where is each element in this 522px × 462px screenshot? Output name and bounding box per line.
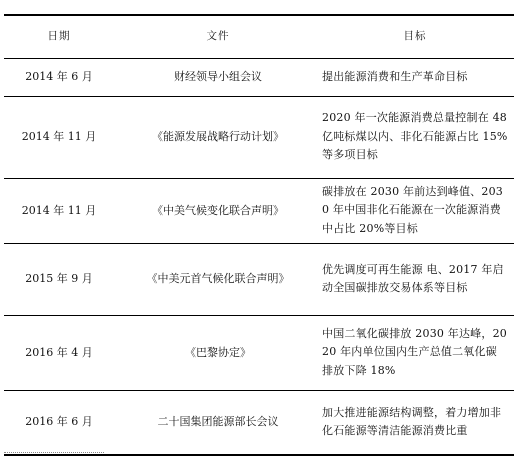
row-document: 财经领导小组会议	[174, 70, 262, 83]
row-date: 2014 年 6 月	[25, 70, 93, 83]
row-date: 2014 年 11 月	[21, 203, 97, 217]
row-goal: 提出能源消费和生产革命目标	[322, 69, 468, 83]
header-document: 文件	[206, 30, 230, 42]
footnote-divider	[4, 452, 104, 454]
row-goal: 2020 年一次能源消费总量控制在 48 亿吨标煤以内、非化石能源占比 15%等多项目标	[322, 111, 508, 162]
row-document: 《巴黎协定》	[185, 345, 251, 359]
row-document: 《中美元首气候化联合声明》	[146, 272, 290, 285]
header-goal: 目标	[403, 30, 427, 42]
row-goal: 优先调度可再生能源 电、2017 年启动全国碳排放交易体系等目标	[322, 262, 504, 294]
row-document: 二十国集团能源部长会议	[157, 415, 279, 428]
table-bottom-rule	[4, 454, 514, 456]
row-date: 2014 年 11 月	[21, 130, 97, 143]
row-date: 2016 年 6 月	[25, 415, 93, 428]
row-date: 2015 年 9 月	[25, 272, 93, 285]
row-document: 《中美气候变化联合声明》	[152, 203, 284, 217]
header-date: 日期	[47, 30, 71, 42]
row-date: 2016 年 4 月	[25, 345, 93, 359]
row-document: 《能源发展战略行动计划》	[152, 130, 284, 143]
row-goal: 碳排放在 2030 年前达到峰值、2030 年中国非化石能源在一次能源消费中占比 20%等目标	[322, 184, 503, 235]
row-goal: 中国二氧化碳排放 2030 年达峰，2020 年内单位国内生产总值二氧化碳排放下降 18%	[322, 326, 507, 377]
row-goal: 加大推进能源结构调整，着力增加非化石能源等清洁能源消费比重	[322, 405, 502, 437]
